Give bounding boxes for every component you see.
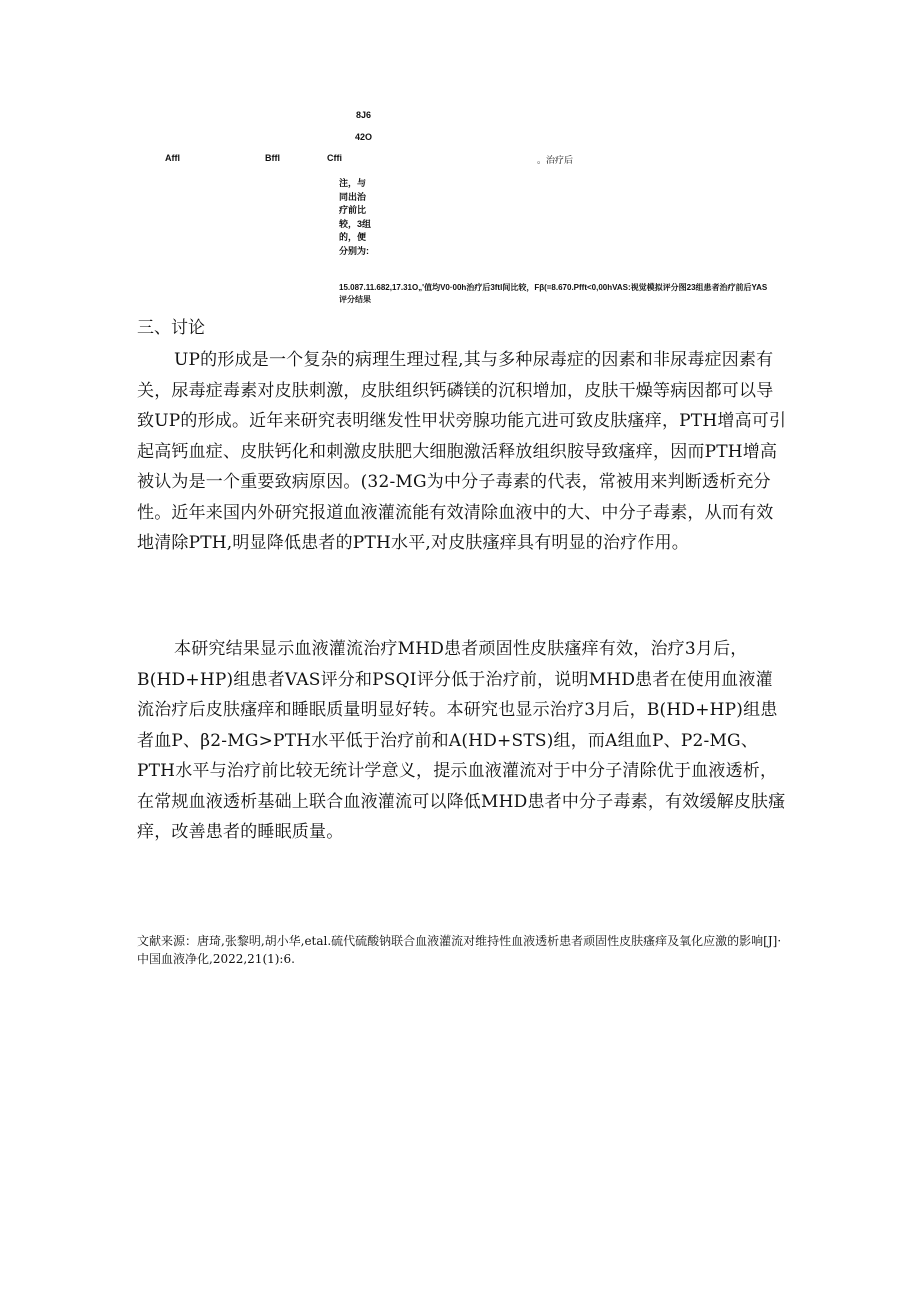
figure-caption: 15.087.11.682,17.31O„'值均V0·00h治疗后3ftl间比较，Fβ(=8.670.Pfft<0,00hVAS:视觉模拟评分图23组患者治疗前后YAS评分结果 <box>339 283 768 304</box>
figure-group-a: Affl <box>165 153 180 163</box>
figure-note: 注，与同出治疗前比较，3组的，便分别为: <box>339 178 372 256</box>
reference-source: 文献来源：唐琦,张黎明,胡小华,etal.硫代硫酸钠联合血液灌流对维持性血液透析患者顽固性皮肤瘙痒及氧化应激的影响[J]·中国血液净化,2022,21(1):6. <box>137 934 782 966</box>
figure-group-c: Cffi <box>327 153 342 163</box>
section-heading: 三、讨论 <box>137 318 205 338</box>
figure-value-1: 8J6 <box>356 110 372 120</box>
paragraph-1: UP的形成是一个复杂的病理生理过程,其与多种尿毒症的因素和非尿毒症因素有关，尿毒症毒素对皮肤刺激，皮肤组织钙磷镁的沉积增加，皮肤干燥等病因都可以导致UP的形成。近年来研究表明继发性甲状旁腺功能亢进可致皮肤瘙痒，PTH增高可引起高钙血症、皮肤钙化和刺激皮肤肥大细胞激活释放组织胺导致瘙痒，因而PTH增高被认为是一个重要致病原因。(32-MG为中分子毒素的代表，常被用来判断透析充分性。近年来国内外研究报道血液灌流能有效清除血液中的大、中分子毒素，从而有效地清除PTH,明显降低患者的PTH水平,对皮肤瘙痒具有明显的治疗作用。 <box>137 350 787 553</box>
figure-group-b: Bffl <box>265 153 280 163</box>
figure-legend-after-treatment: 。治疗后 <box>537 155 574 165</box>
figure-value-2: 42O <box>355 132 373 142</box>
paragraph-2: 本研究结果显示血液灌流治疗MHD患者顽固性皮肤瘙痒有效，治疗3月后，B(HD+HP)组患者VAS评分和PSQI评分低于治疗前，说明MHD患者在使用血液灌流治疗后皮肤瘙痒和睡眠质量明显好转。本研究也显示治疗3月后，B(HD+HP)组患者血P、β2-MG>PTH水平低于治疗前和A(HD+STS)组，而A组血P、P2-MG、PTH水平与治疗前比较无统计学意义，提示血液灌流对于中分子清除优于血液透析，在常规血液透析基础上联合血液灌流可以降低MHD患者中分子毒素，有效缓解皮肤瘙痒，改善患者的睡眠质量。 <box>137 639 786 842</box>
